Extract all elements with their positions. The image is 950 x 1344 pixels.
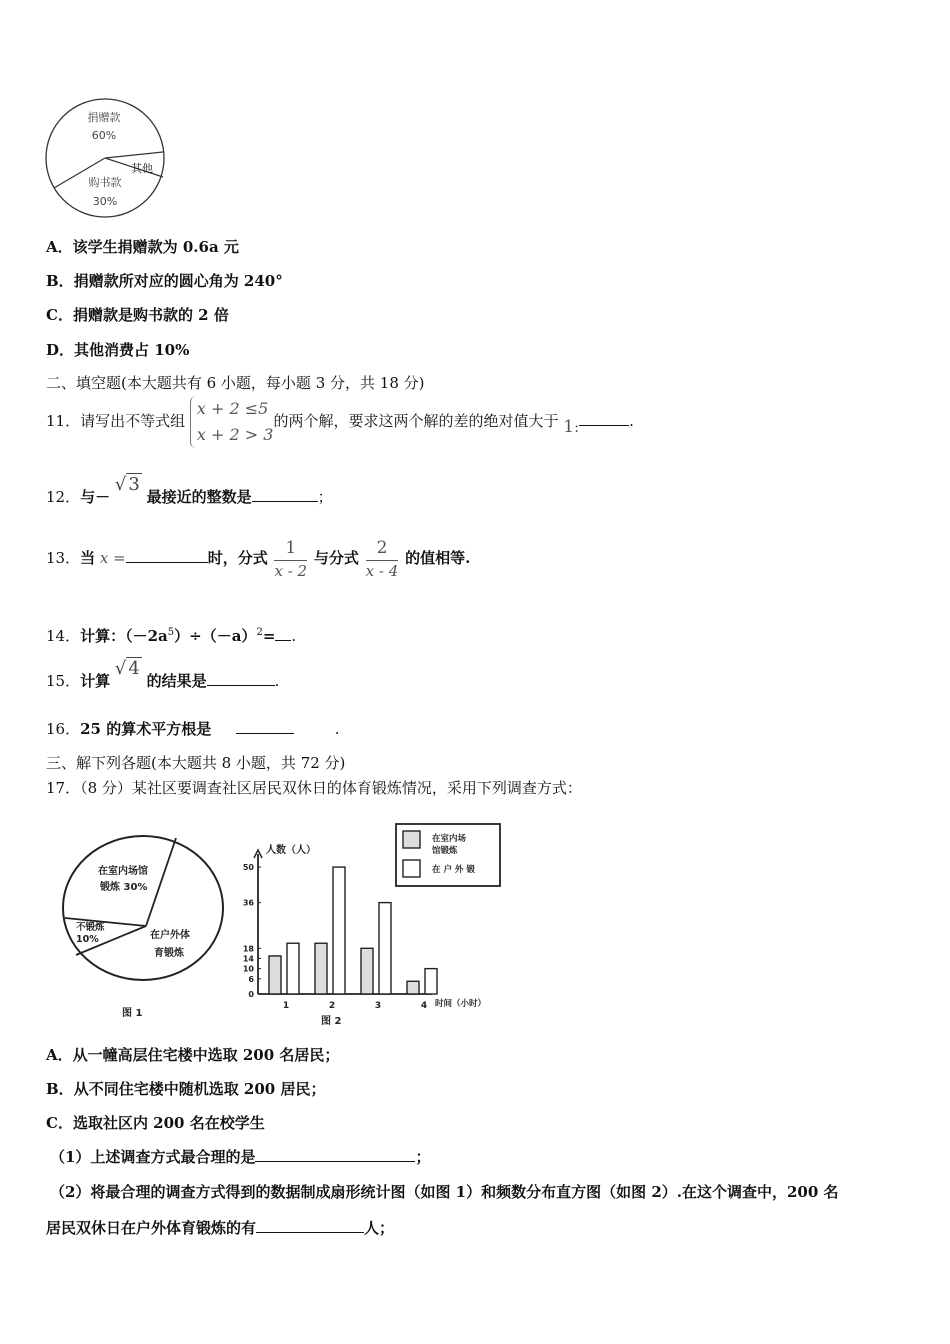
pie-label-other: 其他	[131, 162, 153, 175]
bar-indoor-1	[269, 956, 281, 994]
legend-label-indoor-1: 在室内场	[432, 834, 467, 844]
fig1-label-indoor: 在室内场馆	[98, 866, 148, 877]
x-tick-label: 4	[420, 1001, 428, 1011]
y-tick-label: 10	[242, 964, 254, 974]
legend-label-indoor-2: 馆锻炼	[432, 846, 458, 856]
pie-pct-books: 30%	[92, 195, 118, 208]
y-tick-label: 36	[242, 898, 254, 908]
pie-label-donation: 捐赠款	[87, 111, 121, 124]
q10-option-b: B．捐赠款所对应的圆心角为 240°	[46, 272, 283, 290]
q11-answer-blank[interactable]	[579, 411, 629, 426]
q17-sub2-line1: （2）将最合理的调查方式得到的数据制成扇形统计图（如图 1）和频数分布直方图（如图 2）.在这个调查中，200 名	[50, 1183, 839, 1201]
bar-outdoor-2	[333, 867, 345, 994]
fig1-pie-outline	[63, 836, 223, 980]
y-tick-label: 18	[242, 944, 254, 954]
fig2-bar-chart	[236, 822, 506, 1027]
q17-sub2-answer-blank[interactable]	[256, 1218, 364, 1233]
section3-title: 三、解下列各题(本大题共 8 小题，共 72 分)	[46, 754, 346, 772]
fig1-caption: 图 1	[122, 1008, 143, 1019]
q14-answer-blank[interactable]	[275, 626, 291, 641]
x-tick-label: 3	[374, 1001, 382, 1011]
q12: 12．与－ √ 3 最接近的整数是 ；	[46, 474, 333, 506]
x-tick-label: 1	[282, 1001, 290, 1011]
q17-option-c: C．选取社区内 200 名在校学生	[46, 1114, 265, 1132]
sqrt-symbol: √ 3	[114, 474, 140, 495]
fig2-caption: 图 2	[321, 1016, 342, 1027]
q10-option-d: D．其他消费占 10%	[46, 341, 190, 359]
section2-title: 二、填空题(本大题共有 6 小题，每小题 3 分，共 18 分)	[46, 374, 425, 392]
y-tick-label: 0	[248, 990, 254, 999]
q15-answer-blank[interactable]	[207, 671, 275, 686]
sqrt-symbol: √ 4	[114, 658, 140, 679]
q17-sub2-line2: 居民双休日在户外体育锻炼的有 人；	[46, 1219, 395, 1237]
q17-option-b: B．从不同住宅楼中随机选取 200 居民；	[46, 1080, 326, 1098]
q17-sub1-answer-blank[interactable]	[255, 1147, 415, 1162]
q17-stem: 17．（8 分）某社区要调查社区居民双休日的体育锻炼情况，采用下列调查方式：	[46, 779, 582, 797]
fig1-label-none: 不锻炼	[76, 922, 105, 933]
fig1-label-outdoor: 在户外体	[150, 930, 190, 941]
y-tick-label: 50	[242, 863, 254, 873]
q15: 15．计算 √ 4 的结果是 .	[46, 658, 280, 690]
fig1-pie-chart	[58, 822, 228, 1022]
q10-option-a: A．该学生捐赠款为 0.6a 元	[46, 238, 239, 256]
bar-outdoor-4	[425, 969, 437, 994]
q11-inequality-system: x + 2 ≤5 x + 2 > 3	[190, 396, 274, 448]
legend-swatch-outdoor	[403, 860, 420, 877]
q12-answer-blank[interactable]	[252, 487, 318, 502]
bar-indoor-4	[407, 981, 419, 994]
pie-pct-donation: 60%	[91, 129, 117, 142]
fig1-label-outdoor-2: 育锻炼	[154, 948, 184, 959]
fig1-label-none-pct: 10%	[76, 934, 99, 945]
fig1-label-indoor-pct: 锻炼 30%	[100, 882, 148, 893]
q17-sub1: （1）上述调查方式最合理的是 ；	[50, 1148, 431, 1166]
y-tick-label: 6	[248, 974, 254, 984]
fraction-2: $\frac{2}{x - 4}$	[365, 538, 399, 580]
bar-outdoor-3	[379, 903, 391, 994]
q17-option-a: A．从一幢高层住宅楼中选取 200 名居民；	[46, 1046, 340, 1064]
x-tick-label: 2	[328, 1001, 336, 1011]
q14: 14．计算：$(-2a^5)\div(-a)^2=$ .	[46, 627, 297, 645]
bar-outdoor-1	[287, 943, 299, 994]
q13-answer-blank[interactable]	[126, 548, 208, 563]
y-axis-label: 人数（人）	[266, 845, 316, 856]
x-axis-label: 时间（小时）	[435, 999, 487, 1009]
legend-swatch-indoor	[403, 831, 420, 848]
fraction-1: $\frac{1}{x - 2}$	[274, 538, 308, 580]
donation-pie-chart	[42, 97, 168, 223]
q16-answer-blank[interactable]	[236, 719, 294, 734]
bar-indoor-3	[361, 948, 373, 994]
q16: 16．25 的算术平方根是 .	[46, 720, 340, 738]
q11: 11．请写出不等式组 x + 2 ≤5 x + 2 > 3 的两个解，要求这两个解的差的绝对值大于 1: .	[46, 396, 634, 448]
bar-indoor-2	[315, 943, 327, 994]
pie-label-books: 购书款	[88, 176, 122, 189]
q13: 13．当 x = 时，分式 $\frac{1}{x - 2}$ 与分式 $\frac{2}{x - 4}$ 的值相等.	[46, 538, 471, 580]
q10-option-c: C．捐赠款是购书款的 2 倍	[46, 306, 229, 324]
y-tick-label: 14	[242, 954, 254, 964]
legend-label-outdoor: 在 户 外 锻	[432, 865, 475, 875]
